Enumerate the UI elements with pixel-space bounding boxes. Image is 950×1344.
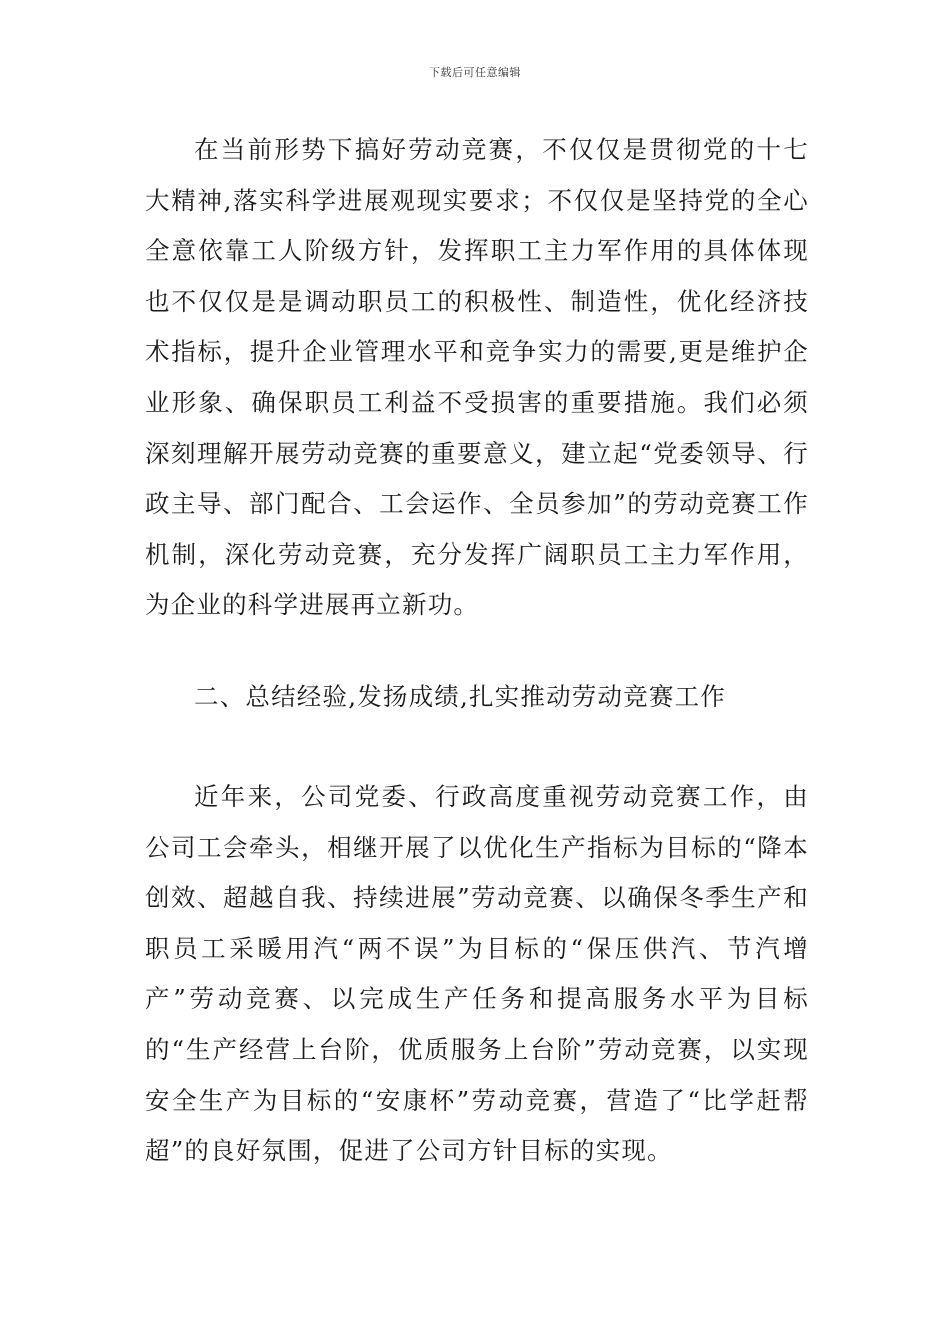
body-paragraph-1: 在当前形势下搞好劳动竞赛，不仅仅是贯彻党的十七大精神,落实科学进展观现实要求；不仅仅是坚持党的全心全意依靠工人阶级方针，发挥职工主力军作用的具体体现也不仅仅是是调动职员工的积极性、制造性，优化经济技术指标，提升企业管理水平和竞争实力的需要,更是维护企业形象、确保职员工利益不受损害的重要措施。我们必须深刻理解开展劳动竞赛的重要意义，建立起“党委领导、行政主导、部门配合、工会运作、全员参加”的劳动竞赛工作机制，深化劳动竞赛，充分发挥广阔职员工主力军作用，为企业的科学进展再立新功。 [145,135,809,620]
header-note: 下载后可任意编辑 [429,66,521,79]
body-paragraph-2: 近年来，公司党委、行政高度重视劳动竞赛工作，由公司工会牵头，相继开展了以优化生产指标为目标的“降本创效、超越自我、持续进展”劳动竞赛、以确保冬季生产和职员工采暖用汽“两不误”为目标的“保压供汽、节汽增产”劳动竞赛、以完成生产任务和提高服务水平为目标的“生产经营上台阶，优质服务上台阶”劳动竞赛，以实现安全生产为目标的“安康杯”劳动竞赛，营造了“比学赶帮超”的良好氛围，促进了公司方针目标的实现。 [145,782,809,1166]
section-heading: 二、总结经验,发扬成绩,扎实推动劳动竞赛工作 [194,682,726,711]
